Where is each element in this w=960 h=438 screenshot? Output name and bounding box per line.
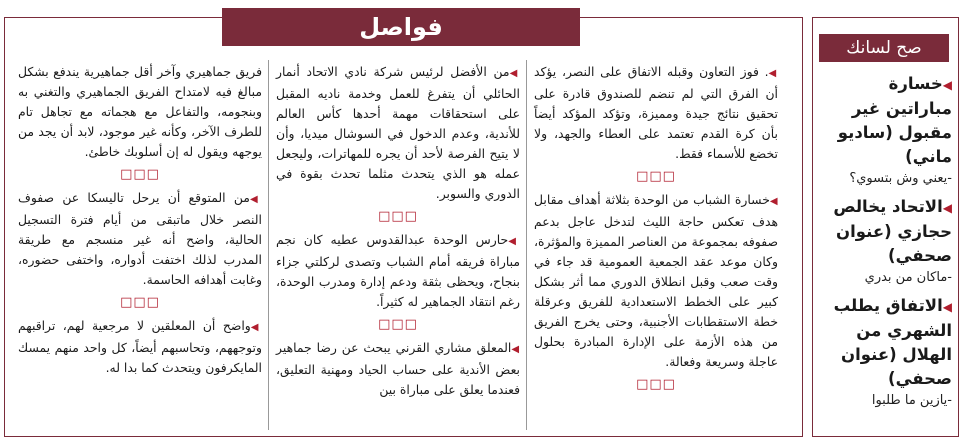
triangle-left-icon: ◀ [769, 196, 778, 207]
paragraph: ◀من المتوقع أن يرحل تاليسكا عن صفوف النصر خلال ماتبقى من أيام فترة التسجيل الحالية، واضح أنه غير منسجم مع طريقة المدرب لذلك اختفت أدواره، واختفى حضوره، وغابت أهدافه الحاسمة. [18, 190, 262, 287]
triangle-left-icon: ◀ [508, 236, 520, 247]
column-divider [268, 60, 269, 430]
column-left [18, 62, 262, 380]
section-title: فواصل [222, 8, 580, 46]
triangle-left-icon: ◀ [942, 201, 952, 215]
sidebar-item [818, 294, 952, 411]
triangle-left-icon: ◀ [250, 322, 262, 333]
sidebar-content [818, 72, 952, 417]
separator: □□□ [636, 377, 676, 392]
column-divider [526, 60, 527, 430]
paragraph: ◀المعلق مشاري القرني يبحث عن رضا جماهير بعض الأندية على حساب الحياد ومهنية التعليق، فعندما يعلق على مباراة بين [276, 340, 520, 397]
sidebar-item-comment: -يازين ما طلبوا [871, 393, 952, 408]
triangle-left-icon: ◀ [768, 68, 778, 79]
sidebar-item-title: ◀الاتفاق يطلب الشهري من الهلال (عنوان صحفي) [833, 296, 952, 388]
separator: □□□ [120, 167, 160, 182]
column-middle [276, 62, 520, 402]
triangle-left-icon: ◀ [249, 194, 262, 205]
triangle-left-icon: ◀ [942, 78, 952, 92]
sidebar-item-title: ◀خسارة مباراتين غير مقبول (ساديو ماني) [837, 74, 952, 166]
paragraph: ◀خسارة الشباب من الوحدة بثلاثة أهداف مقابل هدف تعكس حاجة الليث لتدخل عاجل بدعم صفوفه بمجموعة من العناصر المميزة والمؤثرة، وكان موعد عقد الجمعية العمومية قد جاء في وقت صعب وقبل انطلاق الدوري مما أثر بشكل كبير على الخطط الاستعدادية للفريق وعرقلة خطة الاستقطابات الأجنبية، وحتى يخرج الفريق من هذه الأزمة على الإدارة المبادرة بحلول عاجلة وسريعة وفعالة. [534, 192, 778, 369]
triangle-left-icon: ◀ [942, 300, 952, 314]
sidebar-item-comment: -ماكان من بدري [864, 270, 952, 285]
sidebar-item [818, 72, 952, 189]
paragraph: ◀. فوز التعاون وقبله الاتفاق على النصر، يؤكد أن الفرق التي لم تنضم للصندوق قادرة على تحقيق نتائج جيدة ومميزة، وتؤكد المؤكد أيضاً بأن كرة القدم تعتمد على العطاء والجهد، ولا تخضع للأسماء فقط. [534, 64, 778, 161]
sidebar-item-title: ◀الاتحاد يخالص حجازي (عنوان صحفي) [833, 197, 952, 265]
separator: □□□ [378, 209, 418, 224]
separator: □□□ [120, 295, 160, 310]
column-right [534, 62, 778, 398]
separator: □□□ [636, 169, 676, 184]
paragraph: ◀واضح أن المعلقين لا مرجعية لهم، تراقبهم وتوجههم، وتحاسبهم أيضاً، كل واحد منهم يمسك المايكرفون ويتحدث كما بدا له. [18, 318, 262, 375]
paragraph: ◀من الأفضل لرئيس شركة نادي الاتحاد أنمار الحائلي أن يتفرغ للعمل وخدمة ناديه المقبل على استحقاقات مهمة أحدها كأس العالم للأندية، وعدم الدخول في السوشال ميديا، وأن لا يتيح الفرصة لأحد أن يجره للمهاترات، وليجعل عمله هو الذي يتحدث مثلما تحدث بقوة في الدوري والسوبر. [276, 64, 520, 201]
separator: □□□ [378, 317, 418, 332]
paragraph: ◀حارس الوحدة عبدالقدوس عطيه كان نجم مباراة فريقه أمام الشباب وتصدى لركلتي جزاء بنجاح، ويحظى بثقة ودعم إدارة ومدرب الوحدة، رغم انتقاد الجماهير له كثيراً. [276, 232, 520, 309]
sidebar-title: صح لسانك [819, 34, 949, 62]
sidebar-item-comment: -يعني وش بتسوي؟ [849, 171, 952, 186]
sidebar-item [818, 195, 952, 288]
triangle-left-icon: ◀ [509, 68, 520, 79]
paragraph: فريق جماهيري وآخر أقل جماهيرية يندفع بشكل مبالغ فيه لامتداح الفريق الجماهيري والتغني به وبنجومه، والتفاعل مع هجماته مع تجاهل تام للطرف الآخر، وكأنه غير موجود، لابد أن يجد من يوجهه ويقول له إن أسلوبك خاطئ. [18, 64, 262, 159]
triangle-left-icon: ◀ [511, 344, 520, 355]
